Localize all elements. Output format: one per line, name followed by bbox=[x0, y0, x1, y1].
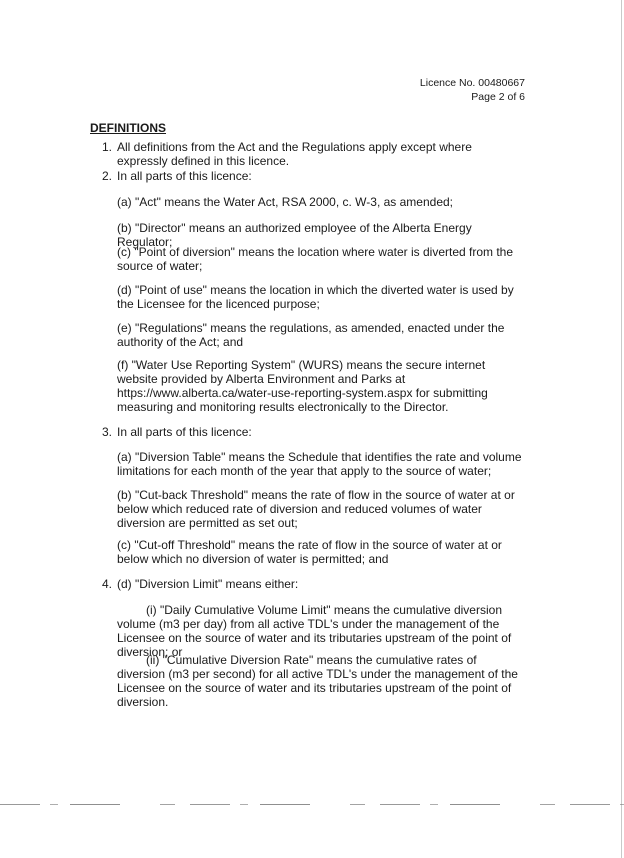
definition-cut-off-threshold: (c) "Cut-off Threshold" means the rate of flow in the source of water at or below which no diversion of water is permitted; and bbox=[117, 538, 502, 566]
item-text: In all parts of this licence: bbox=[117, 169, 252, 183]
definition-diversion-table: (a) "Diversion Table" means the Schedule that identifies the rate and volume limitations for each month of the year that apply to the source of water; bbox=[117, 450, 522, 478]
definition-cut-back-threshold: (b) "Cut-back Threshold" means the rate of flow in the source of water at or below which reduced rate of diversion and reduced volumes of water diversion are permitted as set out; bbox=[117, 488, 515, 530]
definition-point-of-diversion: (c) "Point of diversion" means the location where water is diverted from the source of water; bbox=[117, 245, 514, 273]
footer-rule bbox=[0, 804, 624, 805]
item-number: 1. bbox=[102, 140, 113, 154]
item-text: All definitions from the Act and the Regulations apply except where expressly defined in this licence. bbox=[117, 140, 472, 168]
definition-regulations: (e) "Regulations" means the regulations, as amended, enacted under the authority of the Act; and bbox=[117, 321, 505, 349]
page-edge bbox=[621, 0, 622, 858]
page-number: Page 2 of 6 bbox=[471, 91, 525, 103]
item-number: 4. bbox=[102, 577, 113, 591]
document-header bbox=[420, 76, 525, 104]
item-text: In all parts of this licence: bbox=[117, 425, 252, 439]
definition-cumulative-diversion-rate: (ii) "Cumulative Diversion Rate" means the cumulative rates of diversion (m3 per second) for all active TDL's under the management of the Licensee on the source of water and its tributaries upstream of the point of diversion. bbox=[117, 653, 518, 709]
item-number: 2. bbox=[102, 169, 113, 183]
definition-point-of-use: (d) "Point of use" means the location in which the diverted water is used by the Licensee for the licenced purpose; bbox=[117, 283, 514, 311]
definition-act: (a) "Act" means the Water Act, RSA 2000, c. W-3, as amended; bbox=[117, 195, 453, 209]
item-text: (d) "Diversion Limit" means either: bbox=[117, 577, 299, 591]
licence-number: Licence No. 00480667 bbox=[419, 77, 525, 89]
item-number: 3. bbox=[102, 425, 113, 439]
section-heading: DEFINITIONS bbox=[90, 121, 167, 135]
definition-daily-cumulative-volume-limit: (i) "Daily Cumulative Volume Limit" means the cumulative diversion volume (m3 per day) from all active TDL's under the management of the Licensee on the source of water and its tributaries upstream of the point of diversion; or bbox=[117, 603, 512, 659]
definition-director: (b) "Director" means an authorized employee of the Alberta Energy Regulator; bbox=[117, 221, 472, 249]
definition-wurs: (f) "Water Use Reporting System" (WURS) means the secure internet website provided by Alberta Environment and Parks at https://www.alberta.ca/water-use-reporting-system.aspx for submitting measuring and monitoring results electronically to the Director. bbox=[117, 358, 488, 414]
